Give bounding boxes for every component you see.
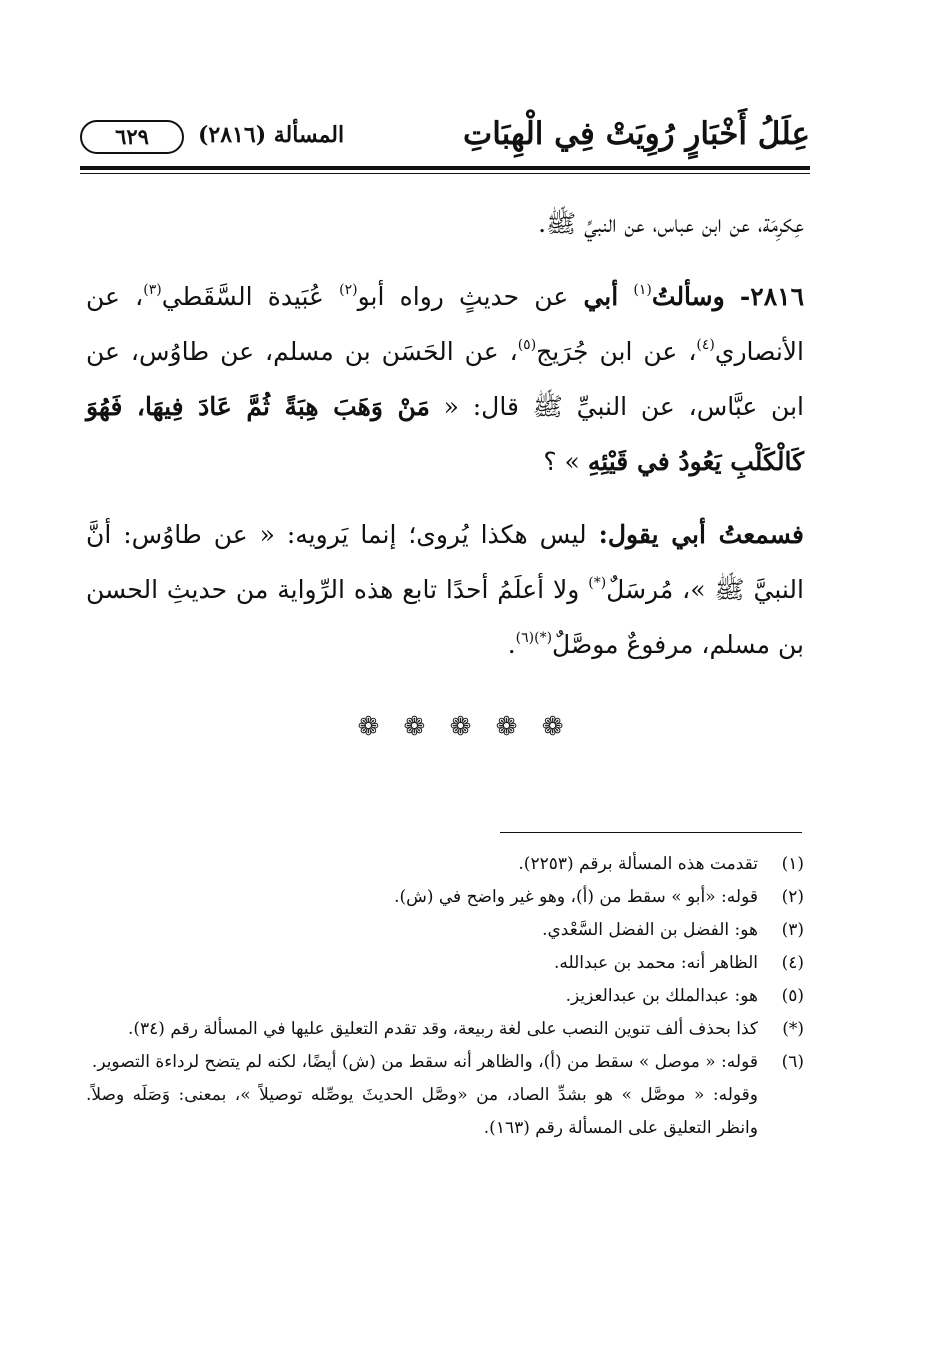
text-segment: ليس هكذا يُروى؛ إنما يَرويه: « عن طاوُس: أنَّ النبيَّ ﷺ »، مُرسَلٌ	[86, 520, 804, 604]
footnote-1	[86, 848, 804, 881]
footnote-mark: (*)	[782, 1019, 804, 1039]
footnote-mark: (٢)	[781, 887, 804, 907]
footnote-ref-1: (١)	[633, 282, 652, 298]
footnote-4	[86, 947, 804, 980]
section-ornament: ❁ ❁ ❁ ❁ ❁	[357, 712, 572, 742]
footnote-text: قوله: « موصل » سقط من (أ)، والظاهر أنه سقط من (ش) أيضًا، لكنه لم يتضح لرداءة التصوير.	[91, 1052, 758, 1072]
footnotes	[86, 848, 804, 1145]
masala-reference: المسألة (٢٨١٦)	[198, 122, 345, 148]
footnote-ref-5: (٥)	[517, 337, 537, 353]
text-segment: ولا أعلَمُ أحدًا تابع هذه الرِّواية من حديثِ الحسن بن مسلم، مرفوعٌ موصَّلٌ	[86, 575, 804, 659]
hadith-text: مَنْ وَهَبَ هِبَةً ثُمَّ عَادَ فِيهَا، فَهُوَ كَالْكَلْبِ يَعُودُ في قَيْئِهِ	[86, 392, 804, 476]
text-segment: عُبَيدة السَّقَطي	[161, 282, 324, 311]
footnote-6-continuation: وقوله: « موصَّل » هو بشدِّ الصاد، من «وصَّل الحديثَ يوصِّله توصيلاً »، بمعنى: وَصَلَه وصلاً. وانظر التعليق على المسألة رقم (١٦٣).	[86, 1085, 758, 1138]
main-text	[86, 196, 804, 672]
text-segment: » ؟	[543, 447, 580, 476]
question-verb: وسألتُ	[651, 282, 725, 311]
question-number: ٢٨١٦-	[739, 282, 805, 311]
footnote-text: هو: عبدالملك بن عبدالعزيز.	[565, 986, 758, 1006]
text-segment: ، عن الأنصاري	[86, 282, 804, 366]
footnote-text: قوله: «أبو » سقط من (أ)، وهو غير واضح في (ش).	[394, 887, 758, 907]
footnote-text: الظاهر أنه: محمد بن عبدالله.	[553, 953, 758, 973]
header-rule-thin	[80, 173, 810, 174]
footnote-ref-4: (٤)	[696, 337, 715, 353]
footnote-text: تقدمت هذه المسألة برقم (٢٢٥٣).	[518, 854, 758, 874]
footnote-ref-6: (*)(٦)	[515, 630, 553, 646]
paragraph-2	[86, 269, 804, 489]
footnote-2	[86, 881, 804, 914]
footnote-6	[86, 1046, 804, 1079]
paragraph-1: عِكرِمَة، عن ابن عباس، عن النبيِّ ﷺ.	[538, 209, 804, 238]
footnote-text: هو: الفضل بن الفضل السَّعْدي.	[542, 920, 758, 940]
footnote-3	[86, 914, 804, 947]
footnote-mark: (١)	[781, 854, 804, 874]
header-rule-thick	[80, 166, 810, 170]
text-segment: ، عن الحَسَن بن مسلم، عن طاوُس، عن ابن عبَّاس، عن النبيِّ ﷺ قال: «	[86, 337, 804, 421]
father-word: أبي	[583, 282, 619, 311]
footnote-ref-2: (٢)	[339, 282, 358, 298]
footnote-ref-3: (٣)	[143, 282, 162, 298]
text-segment: .	[507, 630, 516, 659]
footnote-mark: (٤)	[781, 953, 804, 973]
answer-intro: فسمعتُ أبي يقول:	[598, 520, 804, 549]
footnote-text: كذا بحذف ألف تنوين النصب على لغة ربيعة، وقد تقدم التعليق عليها في المسألة رقم (٣٤).	[127, 1019, 758, 1039]
footnote-ref-star: (*)	[588, 575, 607, 591]
paragraph-3	[86, 507, 804, 672]
footnote-mark: (٦)	[781, 1052, 804, 1072]
text-segment: ، عن ابن جُرَيج	[536, 337, 697, 366]
footnote-mark: (٥)	[781, 986, 804, 1006]
page-header	[80, 112, 810, 162]
footnote-separator	[500, 832, 802, 833]
footnote-5	[86, 980, 804, 1013]
footnote-star	[86, 1013, 804, 1046]
book-title: عِلَلُ أَخْبَارٍ رُوِيَتْ فِي الْهِبَاتِ	[463, 116, 810, 152]
footnote-mark: (٣)	[781, 920, 804, 940]
page-number: ٦٢٩	[80, 120, 184, 154]
text-segment: عن حديثٍ رواه أبو	[357, 282, 569, 311]
